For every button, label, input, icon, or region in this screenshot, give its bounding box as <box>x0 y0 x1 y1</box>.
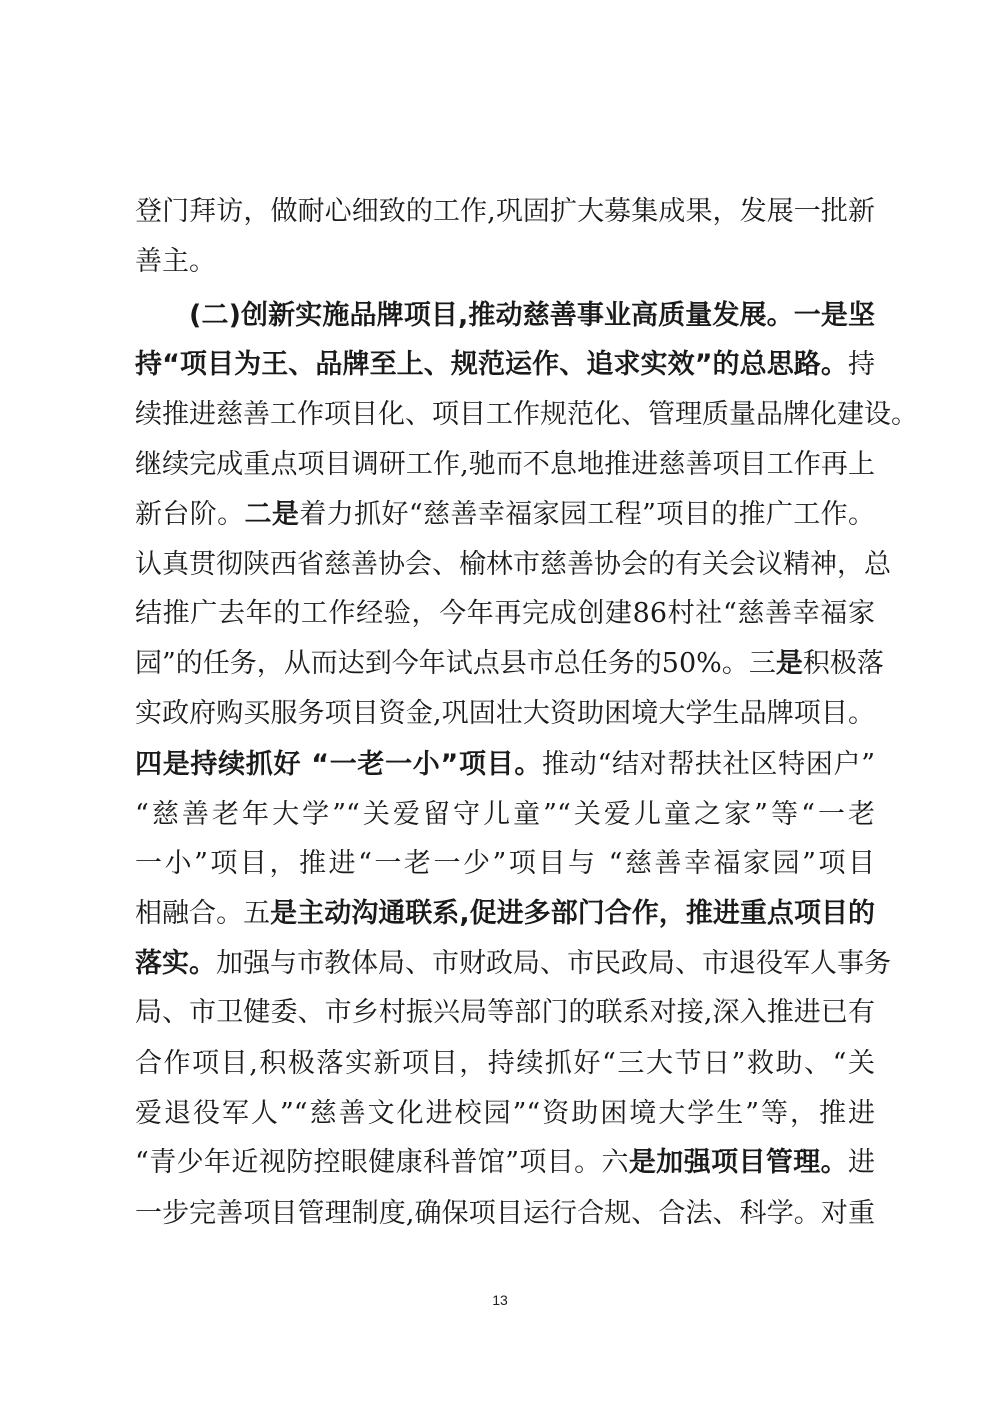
bold-text-run: 是 <box>775 648 803 679</box>
bold-text-run: 落实。 <box>135 948 216 979</box>
text-line <box>135 539 891 591</box>
text-line <box>135 339 875 391</box>
text-run: “青少年近视防控眼健康科普馆”项目。六 <box>135 1147 629 1178</box>
bold-text-run: 是加强项目管理。 <box>628 1147 849 1178</box>
bold-text-run: 持“项目为王、品牌至上、规范运作、追求实效”的总思路。 <box>135 349 848 380</box>
text-line <box>135 638 884 690</box>
text-line <box>135 439 875 491</box>
text-line <box>135 688 875 740</box>
text-run: 继续完成重点项目调研工作,驰而不息地推进慈善项目工作再上 <box>135 449 875 480</box>
text-line <box>135 489 875 541</box>
text-run: 积极落 <box>802 648 884 679</box>
text-line <box>135 838 875 890</box>
text-run: 爱退役军人”“慈善文化进校园”“资助困境大学生”等，推进 <box>135 1098 875 1129</box>
text-run: 善主。 <box>135 246 216 277</box>
text-run: 加强与市教体局、市财政局、市民政局、市退役军人事务 <box>216 948 891 979</box>
bold-text-run: 二是 <box>244 499 300 530</box>
text-line <box>135 789 875 841</box>
bold-text-run: 是主动沟通联系,促进多部门合作，推进重点项目的 <box>270 898 875 929</box>
bold-text-run: (二)创新实施品牌项目,推动慈善事业高质量发展。一是坚 <box>189 300 875 331</box>
text-run: 持 <box>848 349 875 380</box>
text-line <box>135 987 875 1039</box>
text-run: 局、市卫健委、市乡村振兴局等部门的联系对接,深入推进已有 <box>135 997 875 1028</box>
text-run: 新台阶。 <box>135 499 245 530</box>
bold-text-run: 四是持续抓好 “一老一小”项目。 <box>135 749 543 780</box>
text-run: 实政府购买服务项目资金,巩固壮大资助困境大学生品牌项目。 <box>135 698 875 729</box>
text-run: 认真贯彻陕西省慈善协会、榆林市慈善协会的有关会议精神，总 <box>135 549 891 580</box>
text-run: 结推广去年的工作经验，今年再完成创建86村社“慈善幸福家 <box>135 598 875 629</box>
text-run: 进 <box>848 1147 876 1178</box>
text-run: 推动“结对帮扶社区特困户” <box>542 749 876 780</box>
text-run: 一步完善项目管理制度,确保项目运行合规、合法、科学。对重 <box>135 1198 875 1229</box>
text-line <box>135 938 891 990</box>
text-line <box>135 1188 875 1240</box>
text-line <box>135 888 875 940</box>
text-run: 续推进慈善工作项目化、项目工作规范化、管理质量品牌化建设。 <box>135 399 918 430</box>
text-line <box>135 236 875 288</box>
text-run: 相融合。五 <box>135 898 271 929</box>
text-line <box>135 1137 875 1189</box>
text-run: 合作项目,积极落实新项目，持续抓好“三大节日”救助、“关 <box>135 1048 875 1079</box>
page-number: 13 <box>492 1292 508 1308</box>
text-run: 园”的任务，从而达到今年试点县市总任务的50%。三 <box>135 648 776 679</box>
text-line <box>135 186 875 238</box>
text-line <box>135 588 875 640</box>
text-run: 一小”项目，推进“一老一少”项目与 “慈善幸福家园”项目 <box>135 848 875 879</box>
text-line <box>189 290 875 342</box>
text-run: “慈善老年大学”“关爱留守儿童”“关爱儿童之家”等“一老 <box>135 799 875 830</box>
text-run: 着力抓好“慈善幸福家园工程”项目的推广工作。 <box>299 499 876 530</box>
text-line <box>135 1088 875 1140</box>
text-line <box>135 389 918 441</box>
text-run: 登门拜访，做耐心细致的工作,巩固扩大募集成果，发展一批新 <box>135 196 875 227</box>
text-line <box>135 739 875 791</box>
text-line <box>135 1038 875 1090</box>
